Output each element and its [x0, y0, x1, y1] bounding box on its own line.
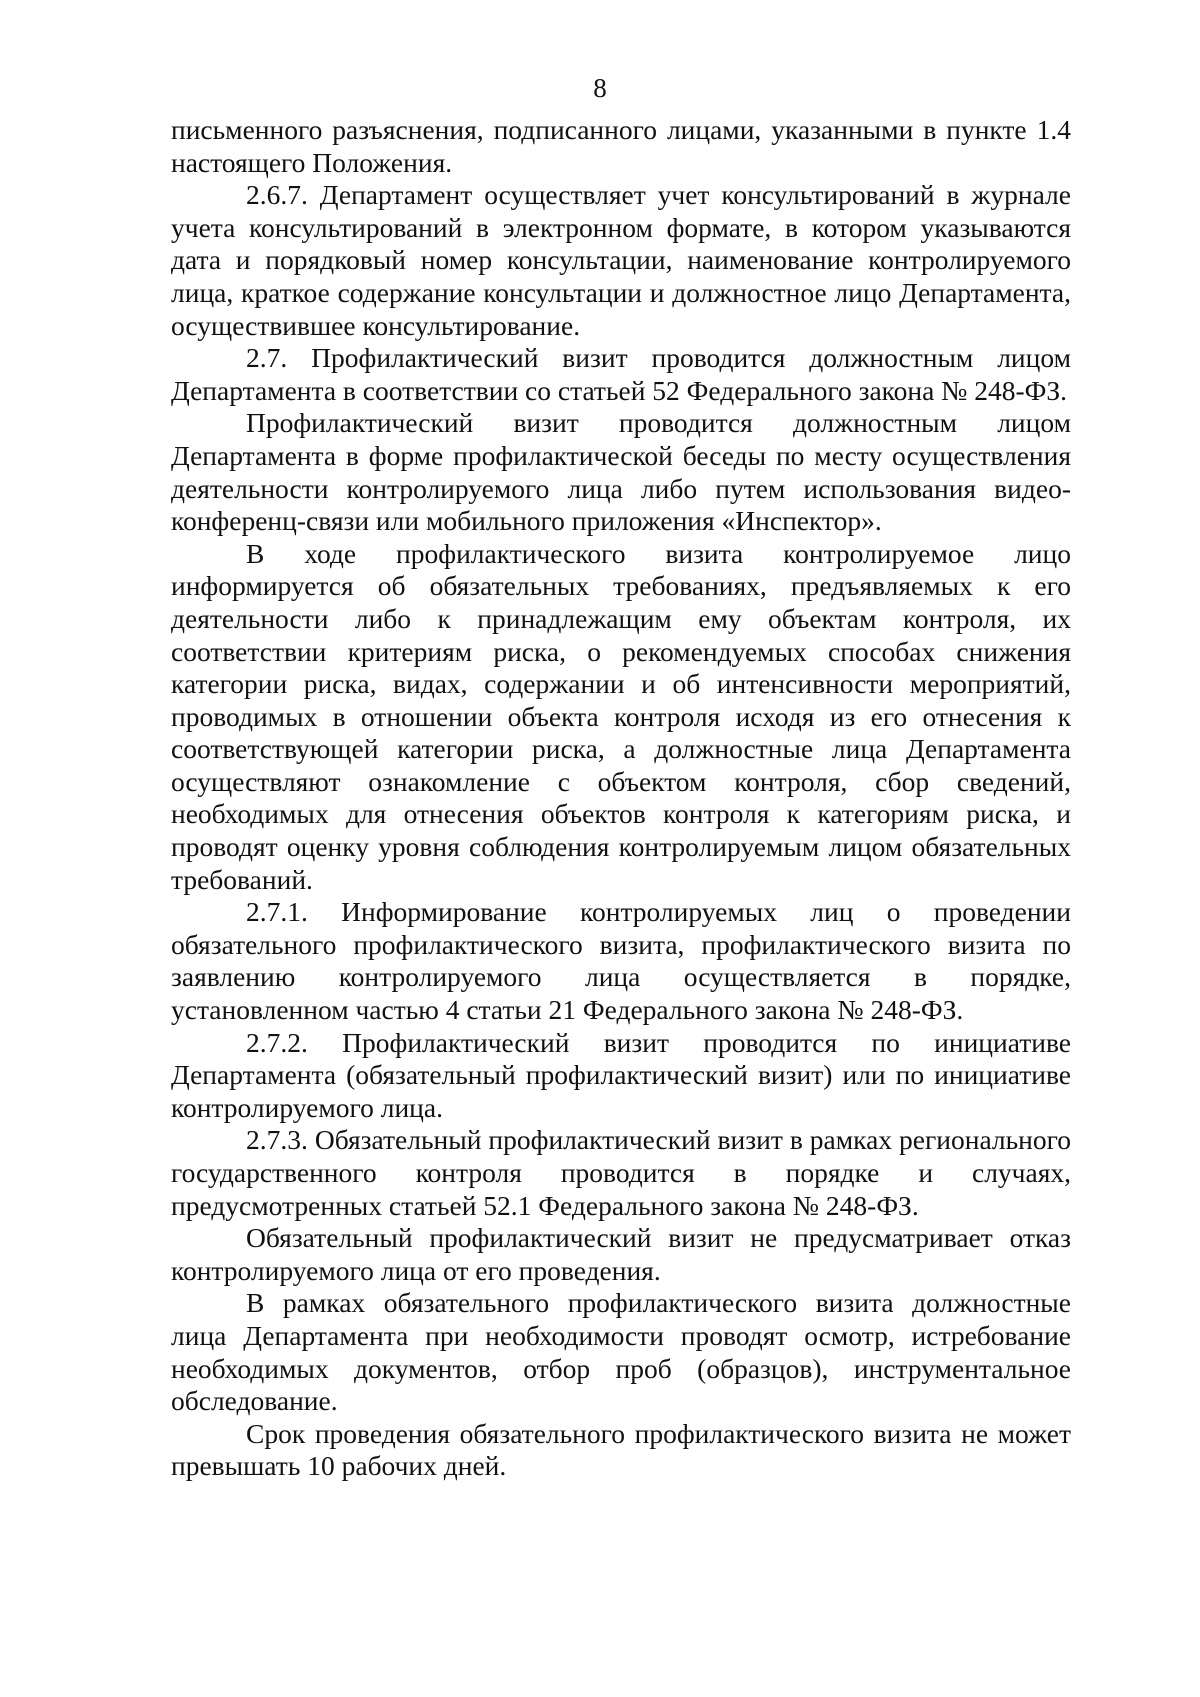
- paragraph-duration: Срок проведения обязательного профилактического визита не может превышать 10 рабочих дней.: [171, 1417, 1071, 1482]
- paragraph-mandatory-actions: В рамках обязательного профилактического визита должностные лица Департамента при необходимости проводят осмотр, истребование необходимых документов, отбор проб (образцов), инструментальное обследование.: [171, 1287, 1071, 1417]
- paragraph-2-6-7: 2.6.7. Департамент осуществляет учет консультирований в журнале учета консультирований в электронном формате, в котором указываются дата и порядковый номер консультации, наименование контролируемого лица, краткое содержание консультации и должностное лицо Департамента, осуществившее консультирование.: [171, 179, 1071, 341]
- paragraph-2-7-2: 2.7.2. Профилактический визит проводится по инициативе Департамента (обязательный профилактический визит) или по инициативе контролируемого лица.: [171, 1026, 1071, 1123]
- paragraph-continuation: письменного разъяснения, подписанного лицами, указанными в пункте 1.4 настоящего Положения.: [171, 114, 1071, 178]
- paragraph-visit-content: В ходе профилактического визита контролируемое лицо информируется об обязательных требованиях, предъявляемых к его деятельности либо к принадлежащим ему объектам контроля, их соответствии критериям риска, о рекомендуемых способах снижения категории риска, видах, содержании и об интенсивности мероприятий, проводимых в отношении объекта контроля исходя из его отнесения к соответствующей категории риска, а должностные лица Департамента осуществляют ознакомление с объектом контроля, сбор сведений, необходимых для отнесения объектов контроля к категориям риска, и проводят оценку уровня соблюдения контролируемым лицом обязательных требований.: [171, 537, 1071, 895]
- document-body: [171, 114, 1071, 1483]
- paragraph-no-refusal: Обязательный профилактический визит не предусматривает отказ контролируемого лица от его проведения.: [171, 1222, 1071, 1286]
- paragraph-2-7: 2.7. Профилактический визит проводится должностным лицом Департамента в соответствии со статьей 52 Федерального закона № 248-ФЗ.: [171, 342, 1071, 406]
- paragraph-2-7-3: 2.7.3. Обязательный профилактический визит в рамках регионального государственного контроля проводится в порядке и случаях, предусмотренных статьей 52.1 Федерального закона № 248-ФЗ.: [171, 1124, 1071, 1221]
- page-number: 8: [593, 73, 607, 103]
- paragraph-2-7-1: 2.7.1. Информирование контролируемых лиц о проведении обязательного профилактического визита, профилактического визита по заявлению контролируемого лица осуществляется в порядке, установленном частью 4 статьи 21 Федерального закона № 248-ФЗ.: [171, 896, 1071, 1026]
- paragraph-visit-form: Профилактический визит проводится должностным лицом Департамента в форме профилактической беседы по месту осуществления деятельности контролируемого лица либо путем использования видео-конференц-связи или мобильного приложения «Инспектор».: [171, 407, 1071, 537]
